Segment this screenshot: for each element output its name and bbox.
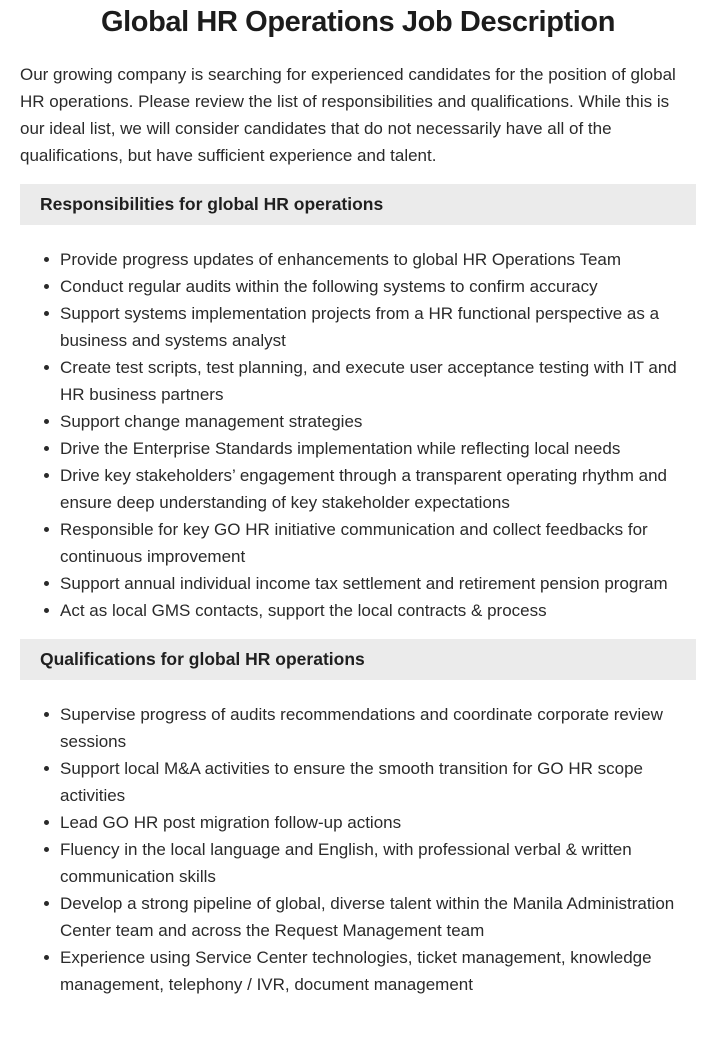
list-item: Act as local GMS contacts, support the local contracts & process [60, 597, 696, 624]
section-bar-responsibilities [20, 184, 696, 225]
section-heading-responsibilities: Responsibilities for global HR operations [40, 194, 384, 214]
qualifications-list [20, 701, 696, 998]
list-item: Supervise progress of audits recommendations and coordinate corporate review sessions [60, 701, 696, 755]
list-item: Support systems implementation projects from a HR functional perspective as a business and systems analyst [60, 300, 696, 354]
list-item: Fluency in the local language and English, with professional verbal & written communication skills [60, 836, 696, 890]
section-heading-qualifications: Qualifications for global HR operations [40, 649, 365, 669]
job-description-page [0, 4, 720, 998]
list-item: Lead GO HR post migration follow-up actions [60, 809, 696, 836]
intro-paragraph: Our growing company is searching for experienced candidates for the position of global HR operations. Please review the list of responsibilities and qualifications. While this is our ideal list, we will consider candidates that do not necessarily have all of the qualifications, but have sufficient experience and talent. [20, 65, 676, 165]
list-item: Create test scripts, test planning, and execute user acceptance testing with IT and HR business partners [60, 354, 696, 408]
list-item: Conduct regular audits within the following systems to confirm accuracy [60, 273, 696, 300]
page-title: Global HR Operations Job Description [100, 6, 616, 38]
list-item: Develop a strong pipeline of global, diverse talent within the Manila Administration Center team and across the Request Management team [60, 890, 696, 944]
list-item: Drive key stakeholders’ engagement through a transparent operating rhythm and ensure deep understanding of key stakeholder expectations [60, 462, 696, 516]
list-item: Support local M&A activities to ensure the smooth transition for GO HR scope activities [60, 755, 696, 809]
list-item: Responsible for key GO HR initiative communication and collect feedbacks for continuous improvement [60, 516, 696, 570]
responsibilities-list [20, 246, 696, 624]
list-item: Drive the Enterprise Standards implementation while reflecting local needs [60, 435, 696, 462]
list-item: Provide progress updates of enhancements to global HR Operations Team [60, 246, 696, 273]
section-bar-qualifications [20, 639, 696, 680]
list-item: Experience using Service Center technologies, ticket management, knowledge management, telephony / IVR, document management [60, 944, 696, 998]
list-item: Support change management strategies [60, 408, 696, 435]
list-item: Support annual individual income tax settlement and retirement pension program [60, 570, 696, 597]
